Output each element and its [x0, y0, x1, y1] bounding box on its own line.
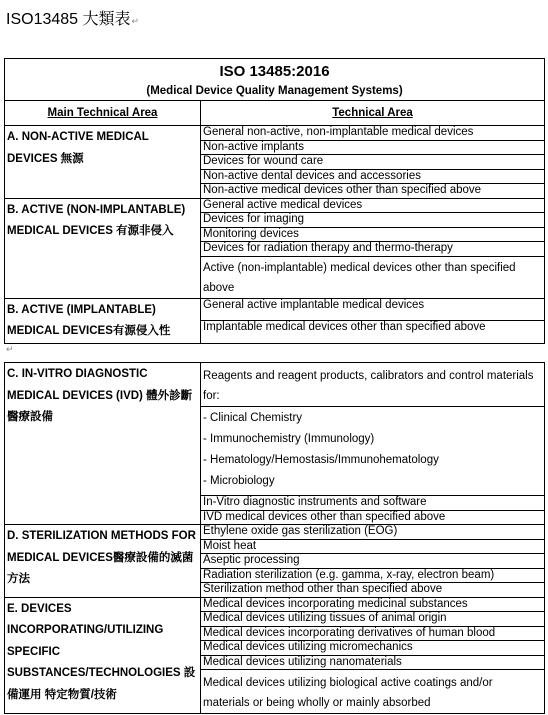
technical-area-item: Aseptic processing — [201, 554, 545, 569]
technical-area-item: Non-active implants — [201, 140, 545, 155]
technical-area-item: - Microbiology — [201, 470, 545, 496]
technical-area-item: Medical devices utilizing nanomaterials — [201, 655, 545, 670]
standard-title: ISO 13485:2016 — [219, 63, 330, 80]
column-header-technical: Technical Area — [201, 101, 545, 126]
technical-area-item: - Clinical Chemistry — [201, 407, 545, 429]
table-row — [5, 597, 545, 612]
technical-area-item: Reagents and reagent products, calibrators and control materials for: — [201, 363, 545, 407]
technical-area-item: Non-active medical devices other than specified above — [201, 184, 545, 199]
main-area-d: D. STERILIZATION METHODS FOR MEDICAL DEVICES醫療設備的滅菌方法 — [5, 525, 201, 598]
standard-subtitle: (Medical Device Quality Management Systems) — [146, 85, 403, 97]
main-area-b-non-implantable: B. ACTIVE (NON-IMPLANTABLE) MEDICAL DEVICES 有源非侵入 — [5, 198, 201, 298]
table-row — [5, 198, 545, 213]
technical-area-item: Devices for radiation therapy and thermo-therapy — [201, 242, 545, 257]
document-title: ISO13485 大類表↵ — [6, 11, 140, 28]
technical-area-item: In-Vitro diagnostic instruments and software — [201, 496, 545, 511]
technical-area-item: Medical devices incorporating medicinal substances — [201, 597, 545, 612]
technical-area-item: Implantable medical devices other than specified above — [201, 320, 545, 343]
technical-area-item: Non-active dental devices and accessories — [201, 169, 545, 184]
technical-area-item: General active medical devices — [201, 198, 545, 213]
main-area-b-implantable: B. ACTIVE (IMPLANTABLE) MEDICAL DEVICES有源侵入性 — [5, 298, 201, 343]
column-header-main: Main Technical Area — [5, 101, 201, 126]
technical-area-item: Ethylene oxide gas sterilization (EOG) — [201, 525, 545, 540]
technical-area-item: General non-active, non-implantable medical devices — [201, 126, 545, 141]
technical-area-item: - Hematology/Hemostasis/Immunohematology — [201, 449, 545, 470]
document-title-text: ISO13485 大類表 — [6, 11, 131, 28]
standard-header — [5, 59, 545, 101]
technical-area-item: - Immunochemistry (Immunology) — [201, 428, 545, 449]
technical-area-item: Monitoring devices — [201, 227, 545, 242]
technical-area-item: Radiation sterilization (e.g. gamma, x-ray, electron beam) — [201, 568, 545, 583]
technical-area-item: Medical devices utilizing tissues of animal origin — [201, 612, 545, 627]
technical-area-item: Medical devices utilizing micromechanics — [201, 641, 545, 656]
table-row — [5, 525, 545, 540]
main-area-c: C. IN-VITRO DIAGNOSTIC MEDICAL DEVICES (IVD) 體外診斷醫療設備 — [5, 363, 201, 525]
iso-table-part-1 — [4, 58, 545, 344]
technical-area-item: General active implantable medical devices — [201, 298, 545, 320]
table-row — [5, 126, 545, 141]
technical-area-item: Devices for imaging — [201, 213, 545, 228]
technical-area-item: Medical devices incorporating derivatives of human blood — [201, 626, 545, 641]
table-row — [5, 363, 545, 407]
iso-table-part-2 — [4, 362, 545, 714]
technical-area-item: Medical devices utilizing biological active coatings and/or materials or being wholly or mainly absorbed — [201, 670, 545, 714]
technical-area-item: Devices for wound care — [201, 155, 545, 170]
technical-area-item: Sterilization method other than specified above — [201, 583, 545, 598]
table-row — [5, 298, 545, 320]
technical-area-item: Moist heat — [201, 539, 545, 554]
technical-area-item: IVD medical devices other than specified above — [201, 510, 545, 525]
technical-area-item: Active (non-implantable) medical devices other than specified above — [201, 256, 545, 298]
main-area-e: E. DEVICES INCORPORATING/UTILIZING SPECIFIC SUBSTANCES/TECHNOLOGIES 設備運用 特定物質/技術 — [5, 597, 201, 714]
paragraph-mark: ↵ — [6, 344, 14, 354]
main-area-a: A. NON-ACTIVE MEDICAL DEVICES 無源 — [5, 126, 201, 199]
